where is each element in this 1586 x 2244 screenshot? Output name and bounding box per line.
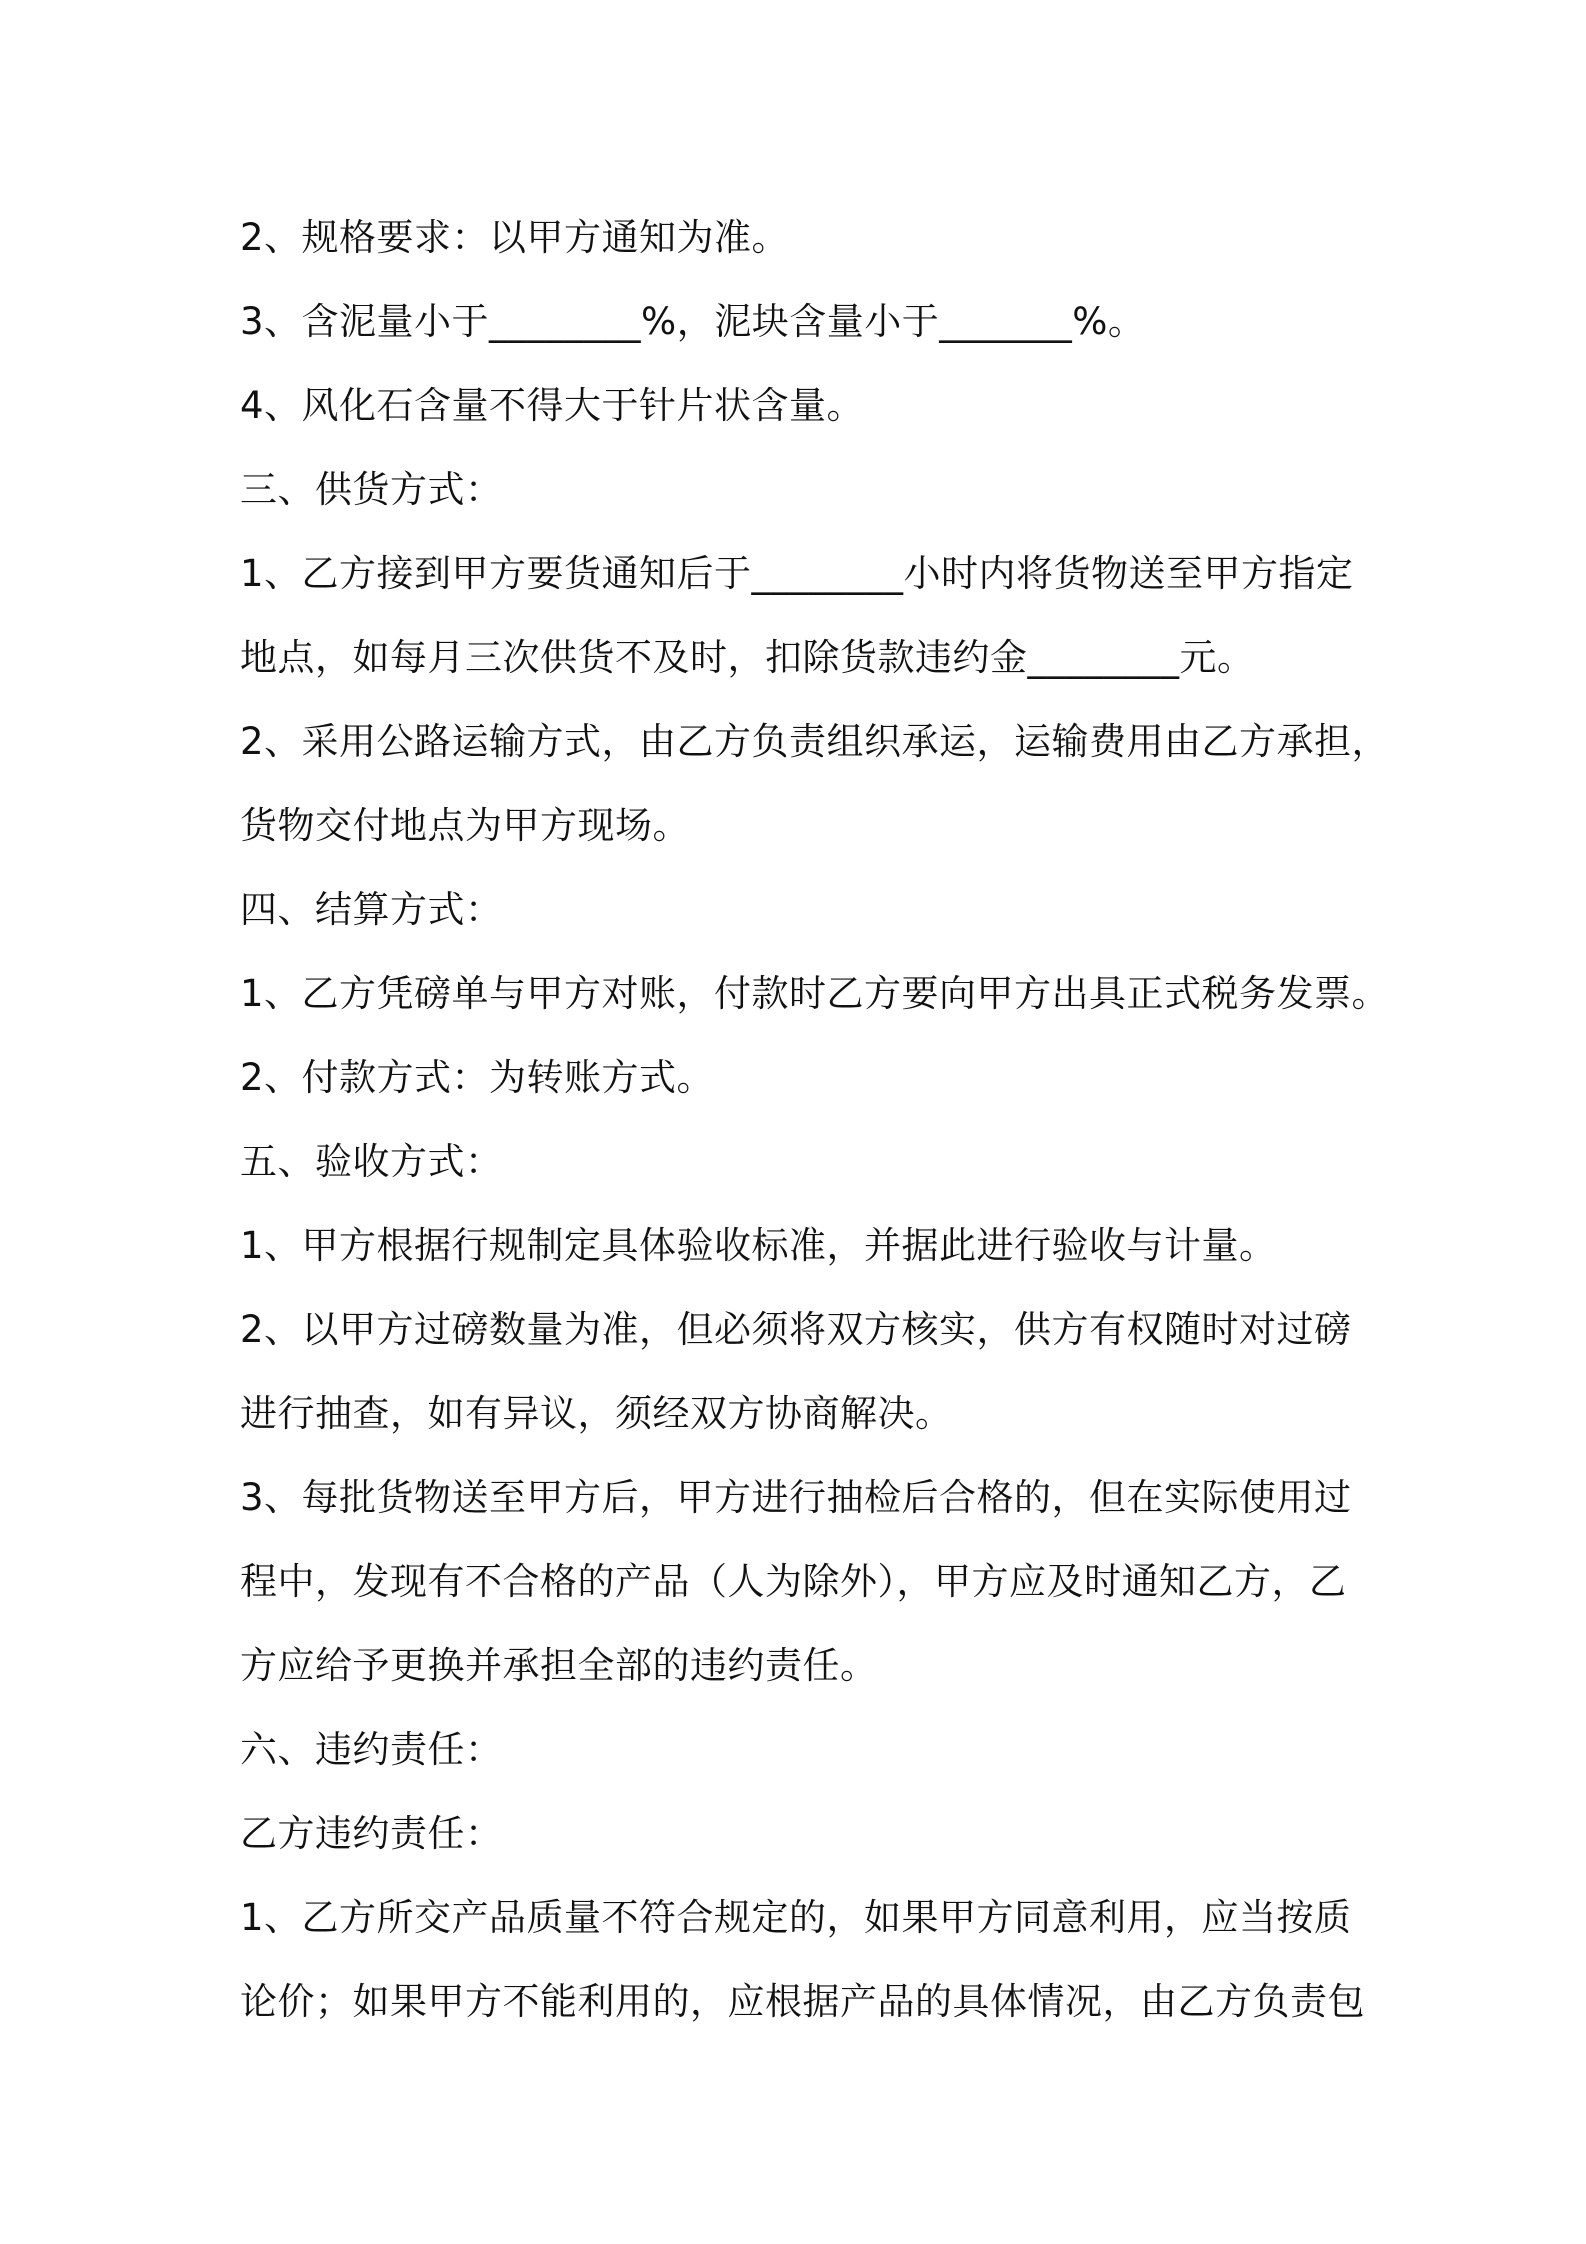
clause-line: 方应给予更换并承担全部的违约责任。 [240, 1644, 878, 1687]
section-heading: 三、供货方式： [240, 468, 503, 511]
clause-line: 4、风化石含量不得大于针片状含量。 [240, 384, 865, 427]
section-heading: 四、结算方式： [240, 888, 503, 931]
clause-line: 2、规格要求：以甲方通知为准。 [240, 216, 790, 259]
clause-line: 货物交付地点为甲方现场。 [240, 804, 690, 847]
clause-line: 进行抽查，如有异议，须经双方协商解决。 [240, 1392, 953, 1435]
subsection-heading: 乙方违约责任： [240, 1812, 503, 1855]
clause-line: 3、每批货物送至甲方后，甲方进行抽检后合格的，但在实际使用过 [240, 1476, 1352, 1519]
clause-line: 1、乙方接到甲方要货通知后于________小时内将货物送至甲方指定 [240, 552, 1354, 595]
clause-line: 2、以甲方过磅数量为准，但必须将双方核实，供方有权随时对过磅 [240, 1308, 1352, 1351]
clause-line: 1、甲方根据行规制定具体验收标准，并据此进行验收与计量。 [240, 1224, 1277, 1267]
clause-line: 3、含泥量小于________%，泥块含量小于_______%。 [240, 300, 1146, 343]
clause-line: 1、乙方凭磅单与甲方对账，付款时乙方要向甲方出具正式税务发票。 [240, 972, 1390, 1015]
clause-line: 程中，发现有不合格的产品（人为除外），甲方应及时通知乙方，乙 [240, 1560, 1347, 1603]
contract-body [240, 196, 1390, 2044]
clause-line: 2、付款方式：为转账方式。 [240, 1056, 715, 1099]
clause-line: 1、乙方所交产品质量不符合规定的，如果甲方同意利用，应当按质 [240, 1896, 1352, 1939]
section-heading: 五、验收方式： [240, 1140, 503, 1183]
clause-line: 论价；如果甲方不能利用的，应根据产品的具体情况，由乙方负责包 [240, 1980, 1365, 2023]
clause-line: 2、采用公路运输方式，由乙方负责组织承运，运输费用由乙方承担， [240, 720, 1390, 763]
clause-line: 地点，如每月三次供货不及时，扣除货款违约金________元。 [240, 636, 1255, 679]
section-heading: 六、违约责任： [240, 1728, 503, 1771]
